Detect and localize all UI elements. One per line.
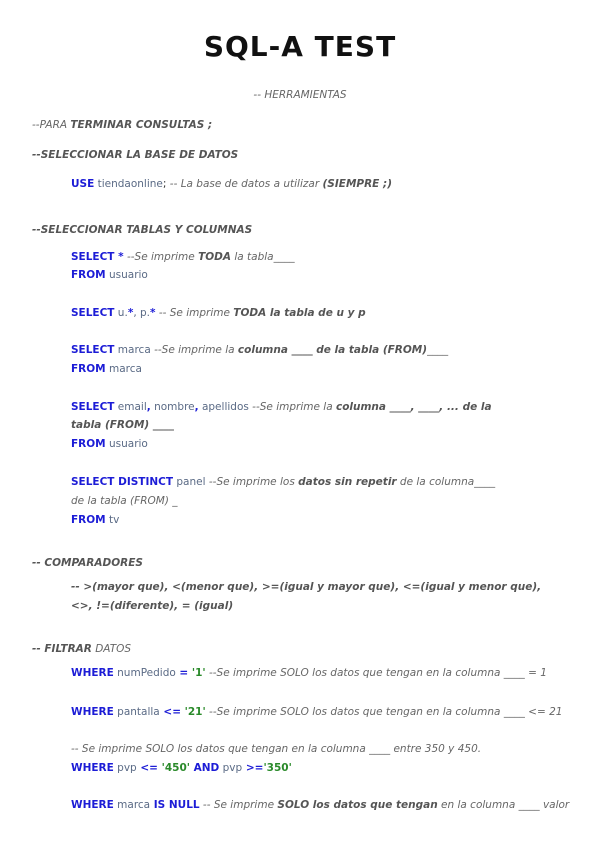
code-line: de la tabla (FROM) _ [71,495,178,507]
code-line: FROM tv [71,514,120,526]
code-line: FROM usuario [71,269,148,281]
comparators-line: -- >(mayor que), <(menor que), >=(igual y mayor que), <=(igual y menor que), [71,581,542,593]
code-line: SELECT email, nombre, apellidos --Se imprime la columna ____, ____, ... de la [71,401,492,413]
code-line: WHERE numPedido = '1' --Se imprime SOLO los datos que tengan en la columna ____ = 1 [71,667,547,679]
code-line: USE tiendaonline; -- La base de datos a utilizar (SIEMPRE ;) [71,178,392,190]
code-line: SELECT marca --Se imprime la columna ____ de la tabla (FROM)____ [71,344,449,356]
page-title: SQL-A TEST [203,30,397,63]
code-line: WHERE pvp <= '450' AND pvp >='350' [71,762,292,774]
section-heading: -- COMPARADORES [32,557,143,569]
section-heading: --SELECCIONAR TABLAS Y COLUMNAS [32,224,253,236]
comparators-line: <>, !=(diferente), = (igual) [71,600,234,612]
comment-line: --PARA TERMINAR CONSULTAS ; [32,119,213,131]
code-line: SELECT * --Se imprime TODA la tabla____ [71,251,295,263]
code-line: WHERE marca IS NULL -- Se imprime SOLO los datos que tengan en la columna ____ valor [71,799,570,811]
code-line: FROM marca [71,363,142,375]
code-line: -- Se imprime SOLO los datos que tengan en la columna ____ entre 350 y 450. [71,743,482,755]
code-line: FROM usuario [71,438,148,450]
subtitle: -- HERRAMIENTAS [253,89,347,101]
code-line: tabla (FROM) ____ [71,419,174,431]
code-line: WHERE pantalla <= '21' --Se imprime SOLO los datos que tengan en la columna ____ <= 21 [71,706,563,718]
section-heading: -- FILTRAR DATOS [32,643,132,655]
section-heading: --SELECCIONAR LA BASE DE DATOS [32,149,239,161]
code-line: SELECT u.*, p.* -- Se imprime TODA la tabla de u y p [71,307,366,319]
code-line: SELECT DISTINCT panel --Se imprime los datos sin repetir de la columna____ [71,476,496,488]
